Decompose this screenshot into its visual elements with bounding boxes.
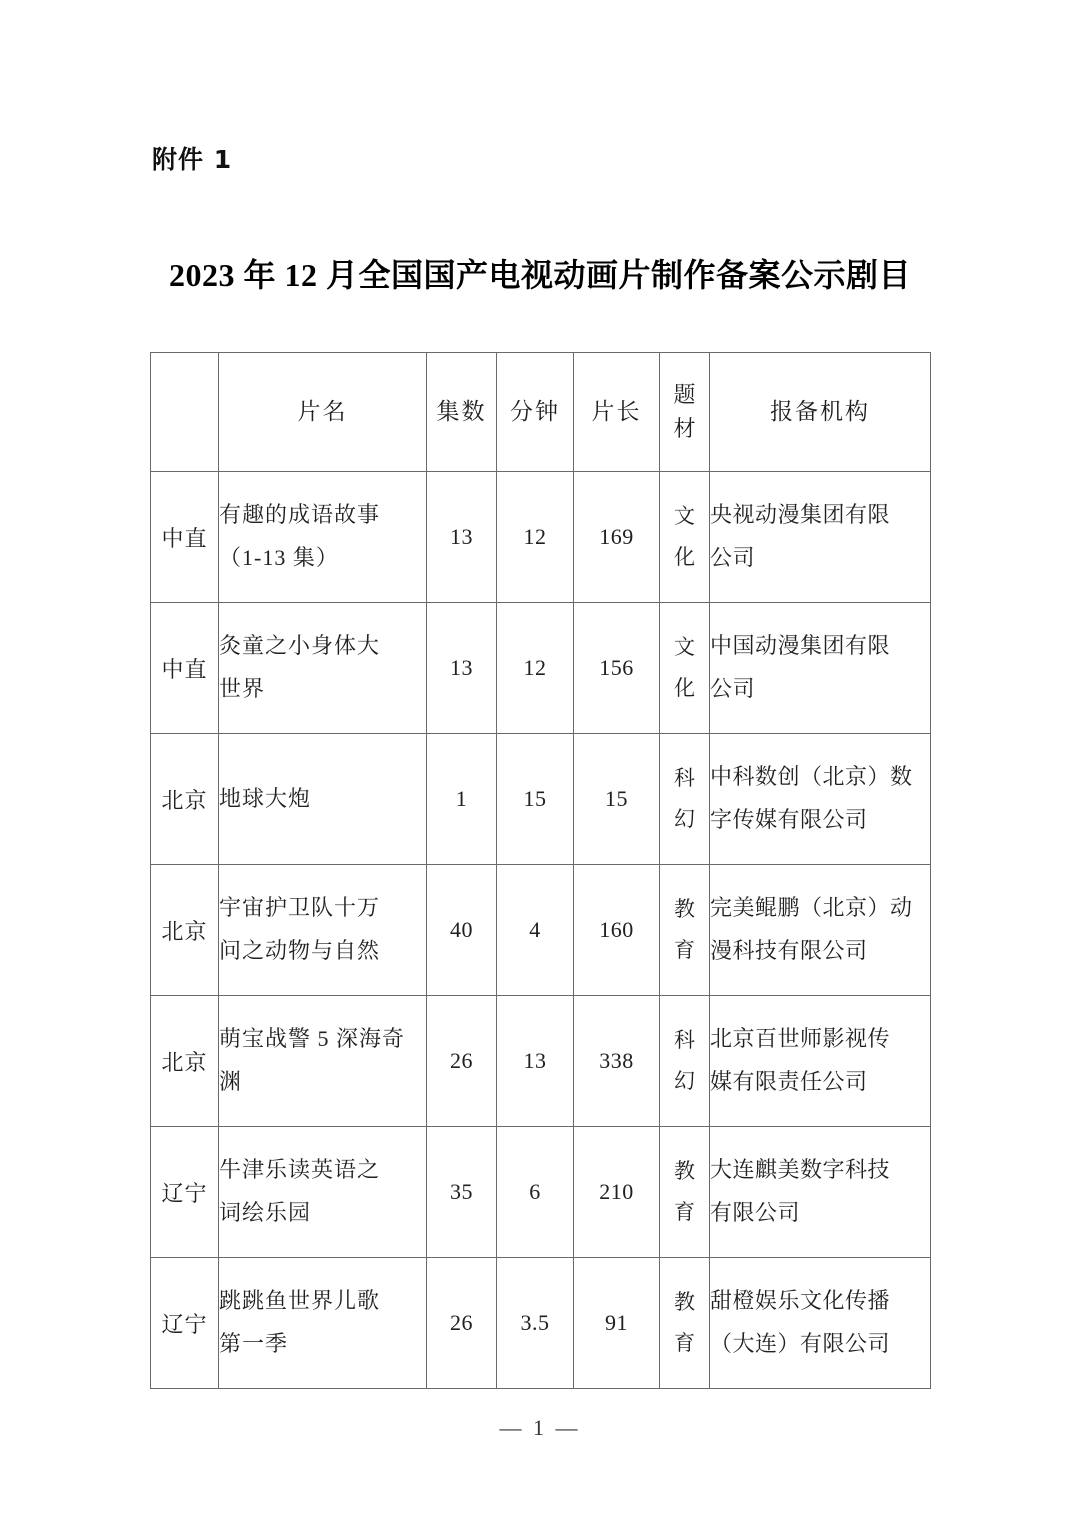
column-header-title: 片名 bbox=[219, 353, 427, 472]
cell-title-line2: 世界 bbox=[219, 676, 266, 701]
cell-genre-line2: 化 bbox=[674, 676, 695, 700]
cell-title-line1: 灸童之小身体大 bbox=[219, 633, 381, 659]
cell-region: 北京 bbox=[151, 734, 219, 865]
table-row bbox=[151, 603, 931, 734]
cell-minutes: 4 bbox=[497, 865, 574, 996]
cell-organization-line2: 漫科技有限公司 bbox=[710, 938, 868, 963]
cell-genre-line2: 幻 bbox=[674, 1069, 695, 1093]
cell-episodes: 26 bbox=[427, 996, 497, 1127]
cell-genre-line1: 科 bbox=[674, 766, 695, 791]
page-number: — 1 — bbox=[499, 1415, 581, 1440]
listing-table-wrapper bbox=[150, 352, 930, 1389]
column-header-minutes: 分钟 bbox=[497, 353, 574, 472]
animation-filing-table bbox=[150, 352, 931, 1389]
cell-episodes: 40 bbox=[427, 865, 497, 996]
cell-genre-line2: 育 bbox=[674, 1200, 695, 1224]
table-row bbox=[151, 1127, 931, 1258]
cell-region: 北京 bbox=[151, 996, 219, 1127]
cell-title-line1: 跳跳鱼世界儿歌 bbox=[219, 1288, 381, 1314]
column-header-region bbox=[151, 353, 219, 472]
attachment-label: 附件 1 bbox=[152, 145, 233, 174]
cell-title bbox=[219, 472, 427, 603]
cell-organization-line2: 公司 bbox=[710, 676, 756, 701]
cell-organization-line1: 甜橙娱乐文化传播 bbox=[710, 1288, 891, 1314]
cell-organization-line2: 公司 bbox=[710, 545, 756, 570]
cell-episodes: 13 bbox=[427, 472, 497, 603]
cell-episodes: 26 bbox=[427, 1258, 497, 1389]
cell-genre-line1: 教 bbox=[674, 1290, 695, 1315]
cell-title-line1: 宇宙护卫队十万 bbox=[219, 895, 381, 921]
cell-genre-line1: 文 bbox=[674, 635, 695, 660]
page-title: 2023 年 12 月全国国产电视动画片制作备案公示剧目 bbox=[168, 257, 911, 293]
cell-genre bbox=[660, 1127, 710, 1258]
cell-length: 156 bbox=[574, 603, 660, 734]
cell-title bbox=[219, 1127, 427, 1258]
column-header-genre-line2: 材 bbox=[673, 416, 696, 441]
table-row bbox=[151, 865, 931, 996]
table-row bbox=[151, 996, 931, 1127]
cell-length: 169 bbox=[574, 472, 660, 603]
cell-title-line1: 地球大炮 bbox=[219, 785, 312, 811]
cell-genre bbox=[660, 996, 710, 1127]
cell-organization bbox=[710, 996, 931, 1127]
cell-length: 210 bbox=[574, 1127, 660, 1258]
cell-region: 中直 bbox=[151, 603, 219, 734]
table-row bbox=[151, 734, 931, 865]
cell-organization-line2: 有限公司 bbox=[710, 1200, 801, 1225]
cell-title-line2: 渊 bbox=[219, 1069, 243, 1094]
cell-genre bbox=[660, 734, 710, 865]
cell-organization bbox=[710, 865, 931, 996]
cell-genre-line1: 教 bbox=[674, 897, 695, 922]
cell-genre-line2: 育 bbox=[674, 1331, 695, 1355]
cell-organization bbox=[710, 472, 931, 603]
column-header-length: 片长 bbox=[574, 353, 660, 472]
cell-organization-line2: 字传媒有限公司 bbox=[710, 807, 868, 832]
cell-organization-line1: 北京百世师影视传 bbox=[710, 1026, 891, 1052]
cell-minutes: 3.5 bbox=[497, 1258, 574, 1389]
cell-organization bbox=[710, 1258, 931, 1389]
cell-title bbox=[219, 996, 427, 1127]
cell-region: 中直 bbox=[151, 472, 219, 603]
column-header-genre bbox=[660, 353, 710, 472]
cell-genre bbox=[660, 472, 710, 603]
cell-title-line1: 萌宝战警 5 深海奇 bbox=[219, 1026, 406, 1052]
cell-genre-line2: 育 bbox=[674, 938, 695, 962]
table-row bbox=[151, 1258, 931, 1389]
column-header-genre-line1: 题 bbox=[673, 381, 696, 407]
cell-organization-line1: 中科数创（北京）数 bbox=[710, 764, 913, 790]
cell-organization-line1: 央视动漫集团有限 bbox=[710, 502, 891, 528]
cell-organization-line2: （大连）有限公司 bbox=[710, 1331, 891, 1356]
cell-title-line1: 牛津乐读英语之 bbox=[219, 1157, 381, 1183]
cell-length: 160 bbox=[574, 865, 660, 996]
cell-organization bbox=[710, 1127, 931, 1258]
cell-minutes: 15 bbox=[497, 734, 574, 865]
table-row bbox=[151, 472, 931, 603]
cell-organization-line1: 中国动漫集团有限 bbox=[710, 633, 891, 659]
cell-title bbox=[219, 734, 427, 865]
cell-organization bbox=[710, 603, 931, 734]
cell-length: 91 bbox=[574, 1258, 660, 1389]
column-header-episodes: 集数 bbox=[427, 353, 497, 472]
table-header-row bbox=[151, 353, 931, 472]
cell-minutes: 13 bbox=[497, 996, 574, 1127]
cell-genre bbox=[660, 1258, 710, 1389]
cell-length: 15 bbox=[574, 734, 660, 865]
cell-genre-line1: 科 bbox=[674, 1028, 695, 1053]
cell-region: 北京 bbox=[151, 865, 219, 996]
cell-title bbox=[219, 1258, 427, 1389]
cell-organization-line2: 媒有限责任公司 bbox=[710, 1069, 868, 1094]
cell-title-line2: 第一季 bbox=[219, 1331, 289, 1356]
cell-episodes: 35 bbox=[427, 1127, 497, 1258]
cell-genre-line1: 教 bbox=[674, 1159, 695, 1184]
cell-title-line2: （1-13 集） bbox=[219, 545, 339, 570]
cell-minutes: 6 bbox=[497, 1127, 574, 1258]
cell-title-line2: 词绘乐园 bbox=[219, 1200, 312, 1225]
cell-genre-line2: 幻 bbox=[674, 807, 695, 831]
cell-episodes: 13 bbox=[427, 603, 497, 734]
cell-organization-line1: 完美鲲鹏（北京）动 bbox=[710, 895, 913, 921]
cell-organization-line1: 大连麒美数字科技 bbox=[710, 1157, 891, 1183]
cell-length: 338 bbox=[574, 996, 660, 1127]
cell-genre bbox=[660, 603, 710, 734]
cell-minutes: 12 bbox=[497, 603, 574, 734]
cell-genre-line2: 化 bbox=[674, 545, 695, 569]
cell-region: 辽宁 bbox=[151, 1258, 219, 1389]
cell-episodes: 1 bbox=[427, 734, 497, 865]
cell-genre-line1: 文 bbox=[674, 504, 695, 529]
cell-genre bbox=[660, 865, 710, 996]
cell-title bbox=[219, 865, 427, 996]
cell-title-line2: 问之动物与自然 bbox=[219, 938, 381, 963]
cell-organization bbox=[710, 734, 931, 865]
cell-minutes: 12 bbox=[497, 472, 574, 603]
cell-title-line1: 有趣的成语故事 bbox=[219, 502, 381, 528]
column-header-organization: 报备机构 bbox=[710, 353, 931, 472]
cell-region: 辽宁 bbox=[151, 1127, 219, 1258]
cell-title bbox=[219, 603, 427, 734]
